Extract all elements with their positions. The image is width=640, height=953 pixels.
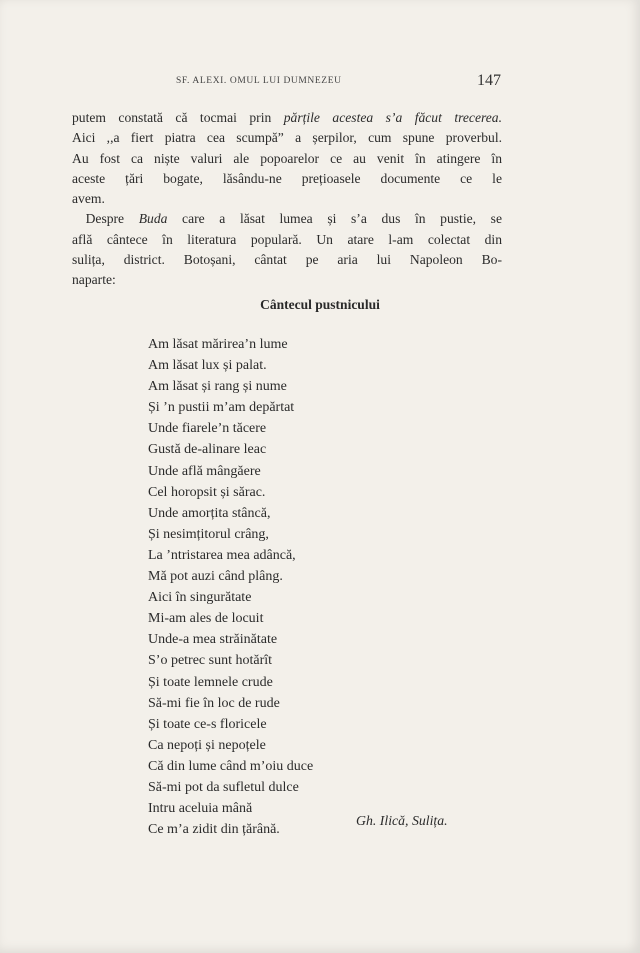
poem-line: Să-mi fie în loc de rude [148,695,280,711]
prose-body [72,108,502,291]
poem-line: Să-mi pot da sufletul dulce [148,779,299,795]
poem [148,334,313,840]
poem-line: Am lăsat lux și palat. [148,358,267,374]
poem-line: Am lăsat și rang și nume [148,379,287,395]
poem-line: Cel horopsit și sărac. [148,484,266,500]
prose-line: Despre Buda care a lăsat lumea și s’a dus în pustie, se [85,211,502,227]
poem-line: Am lăsat mărirea’n lume [148,337,288,352]
poem-line: Și toate lemnele crude [148,674,273,690]
poem-line: S’o petrec sunt hotărît [148,653,273,669]
prose-line: aceste țări bogate, lăsându-ne prețioasele documente ce le [72,170,502,186]
poem-line: Ce m’a zidit din țărână. [148,822,280,838]
poem-line: Unde-a mea străinătate [148,632,278,648]
running-header [0,73,640,95]
poem-line: Unde fiarele’n tăcere [148,421,267,437]
poem-line: Intru aceluia mână [148,801,253,817]
poem-line: Și ’n pustii m’am depărtat [148,400,295,416]
prose-line: avem. [72,191,105,207]
prose-line: sulița, district. Botoșani, cântat pe aria lui Napoleon Bo- [72,252,502,268]
prose-line: naparte: [72,272,116,288]
poem-line: Că din lume când m’oiu duce [148,758,314,774]
poem-title: Cântecul pustnicului [260,297,380,312]
page-number: 147 [477,72,501,89]
poem-line: La ’ntristarea mea adâncă, [148,547,296,563]
poem-line: Unde află mângăere [148,463,261,479]
poem-author: Gh. Ilică, Sulița. [356,813,448,828]
prose-line: putem constată că tocmai prin părțile acestea s’a făcut trecerea. [72,110,502,125]
poem-line: Și nesimțitorul crâng, [148,526,269,542]
running-title: SF. ALEXI. OMUL LUI DUMNEZEU [176,76,342,86]
prose-line: Au fost ca niște valuri ale popoarelor ce au venit în atingere în [72,150,502,166]
poem-line: Și toate ce-s floricele [148,716,267,732]
poem-line: Mă pot auzi când plâng. [148,569,283,585]
prose-line: află cântece în literatura populară. Un atare l-am colectat din [72,231,502,247]
poem-line: Aici în singurătate [148,590,252,606]
prose-line: Aici ,,a fiert piatra cea scumpă” a șerpilor, cum spune proverbul. [72,130,502,146]
poem-line: Gustă de-alinare leac [148,442,267,458]
poem-line: Mi-am ales de locuit [148,611,264,627]
poem-line: Unde amorțita stâncă, [148,505,271,521]
poem-line: Ca nepoți și nepoțele [148,737,266,753]
